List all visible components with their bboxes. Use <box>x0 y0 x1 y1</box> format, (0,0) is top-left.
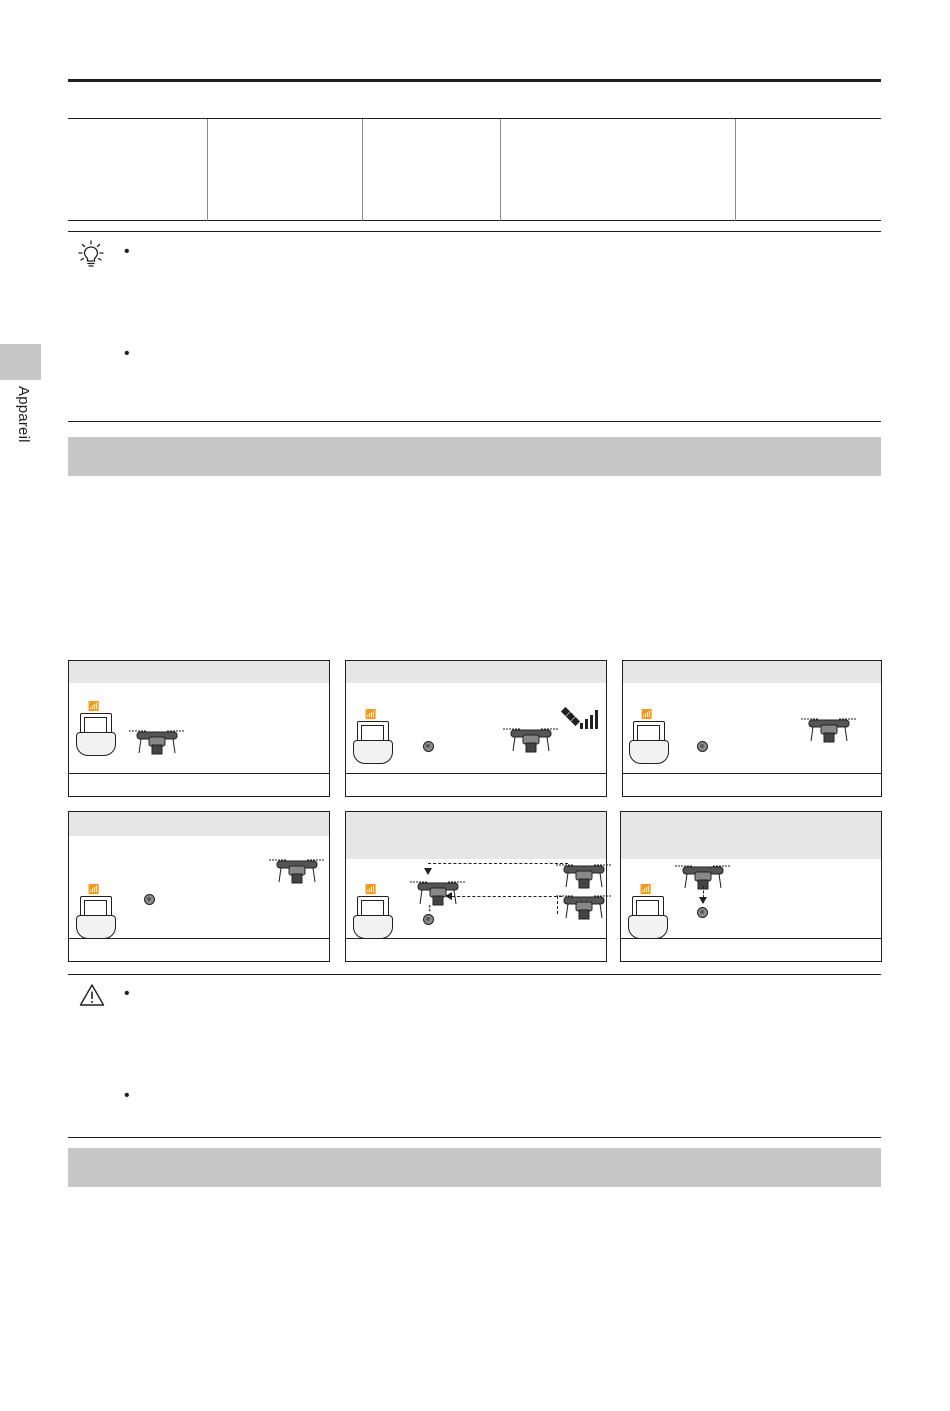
vertical-arrow-icon: ↕ <box>427 902 433 914</box>
satellite-icon <box>561 707 581 729</box>
warning-bottom-rule <box>68 1137 881 1138</box>
illustration-panel <box>620 811 882 962</box>
return-path-line <box>452 896 562 897</box>
illustration-panel <box>68 811 330 962</box>
panel-caption <box>621 938 881 961</box>
drone-icon <box>408 874 468 910</box>
table-top-rule <box>68 118 881 119</box>
panel-caption <box>346 938 606 961</box>
home-point-icon <box>423 914 434 925</box>
panel-header <box>69 812 329 836</box>
wifi-icon: 📶 <box>640 884 652 894</box>
wifi-icon: 📶 <box>365 884 377 894</box>
warning-top-rule <box>68 974 881 975</box>
warning-bullet: • <box>124 985 130 1002</box>
table-column-divider <box>500 119 501 221</box>
tip-bullet: • <box>124 243 130 260</box>
wifi-icon: 📶 <box>365 709 377 719</box>
chapter-tab <box>0 344 41 380</box>
panel-caption <box>69 773 329 796</box>
return-path-line <box>428 863 568 864</box>
panel-caption <box>346 773 606 796</box>
wifi-icon: 📶 <box>88 884 100 894</box>
panel-caption <box>623 773 881 796</box>
chapter-tab-label: Appareil <box>15 386 32 443</box>
drone-icon <box>127 723 187 759</box>
panel-caption <box>69 938 329 961</box>
drone-icon <box>554 888 614 924</box>
header-rule <box>68 79 881 82</box>
illustration-panel <box>68 660 330 797</box>
home-point-icon <box>423 741 434 752</box>
illustration-panel <box>345 660 607 797</box>
lightbulb-icon <box>78 240 104 268</box>
home-point-icon <box>144 894 155 905</box>
section-heading-band <box>68 1148 881 1187</box>
home-point-icon <box>697 907 708 918</box>
panel-header <box>621 812 881 859</box>
drone-icon <box>501 721 561 757</box>
arrow-down-icon <box>699 897 707 904</box>
tip-top-rule <box>68 231 881 232</box>
warning-bullet: • <box>124 1087 130 1104</box>
panel-header <box>623 661 881 683</box>
tip-bullet: • <box>124 345 130 362</box>
panel-header <box>69 661 329 683</box>
table-column-divider <box>362 119 363 221</box>
wifi-icon: 📶 <box>641 709 653 719</box>
illustration-panel <box>622 660 882 797</box>
drone-icon <box>267 852 327 888</box>
table-column-divider <box>207 119 208 221</box>
wifi-icon: 📶 <box>88 701 100 711</box>
table-bottom-rule <box>68 220 881 221</box>
section-heading-band <box>68 437 881 476</box>
panel-header <box>346 661 606 683</box>
table-column-divider <box>735 119 736 221</box>
tip-bottom-rule <box>68 421 881 422</box>
illustration-panel <box>345 811 607 962</box>
drone-icon <box>799 711 859 747</box>
warning-triangle-icon <box>79 983 105 1007</box>
panel-header <box>346 812 606 859</box>
home-point-icon <box>697 741 708 752</box>
signal-bars-icon <box>579 709 601 729</box>
